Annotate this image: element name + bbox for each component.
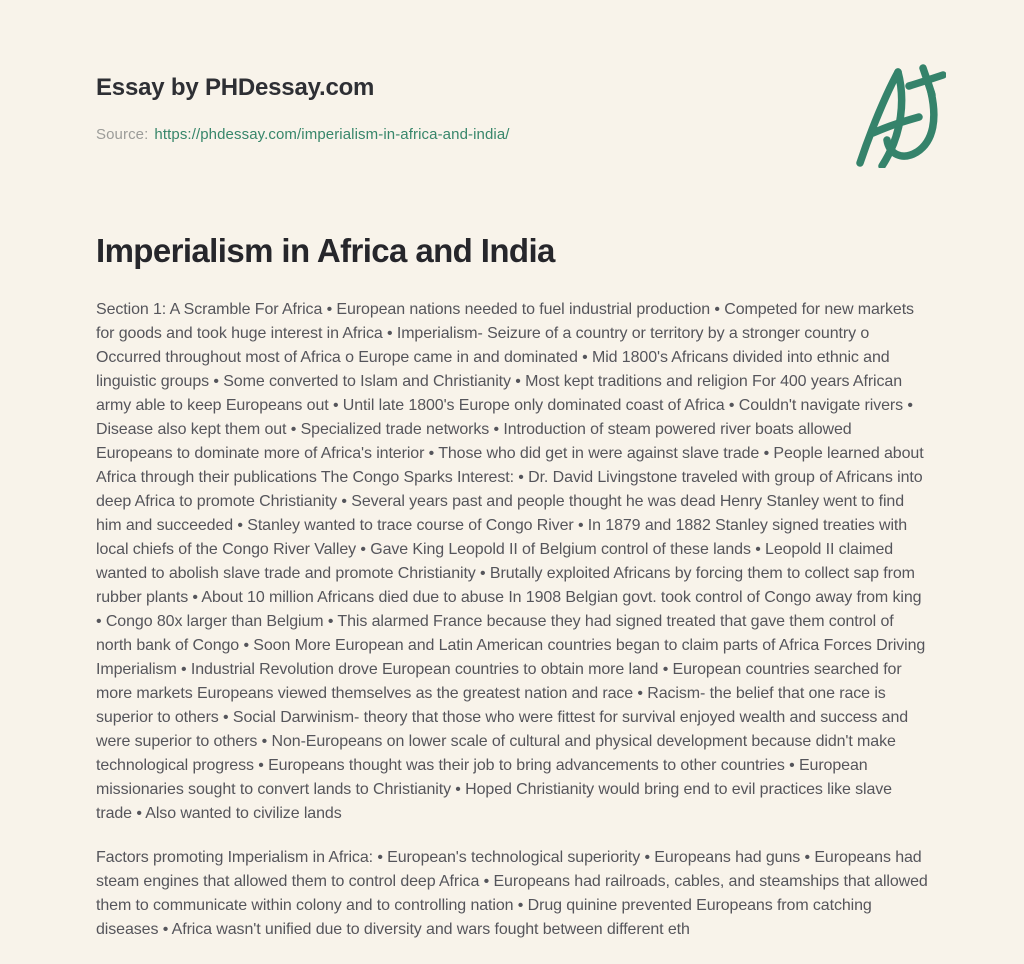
source-label: Source: bbox=[96, 126, 149, 143]
essay-paragraph-2: Factors promoting Imperialism in Africa: • European's technological superiority • Europeans had guns • Europeans had steam engines that allowed them to control deep Africa • Europeans had railroads, cables, and steamships that allowed them to communicate within colony and to controlling nation • Drug quinine prevented Europeans from catching diseases • Africa wasn't unified due to diversity and wars fought between different eth bbox=[96, 849, 928, 938]
source-row bbox=[96, 126, 510, 143]
source-link[interactable]: https://phdessay.com/imperialism-in-africa-and-india/ bbox=[154, 126, 510, 143]
aplus-logo-icon bbox=[846, 62, 946, 168]
essay-title: Imperialism in Africa and India bbox=[96, 232, 555, 269]
header-text-block bbox=[96, 72, 510, 143]
essay-body bbox=[96, 298, 928, 942]
page-header bbox=[96, 0, 928, 168]
essay-paragraph-1: Section 1: A Scramble For Africa • European nations needed to fuel industrial production • Competed for new markets for goods and took huge interest in Africa • Imperialism- Seizure of a country or territory by a stronger country o Occurred throughout most of Africa o Europe came in and dominated • Mid 1800's Africans divided into ethnic and linguistic groups • Some converted to Islam and Christianity • Most kept traditions and religion For 400 years African army able to keep Europeans out • Until late 1800's Europe only dominated coast of Africa • Couldn't navigate rivers • Disease also kept them out • Specialized trade networks • Introduction of steam powered river boats allowed Europeans to dominate more of Africa's interior • Those who did get in were against slave trade • People learned about Africa through their publications The Congo Sparks Interest: • Dr. David Livingstone traveled with group of Africans into deep Africa to promote Christianity • Several years past and people thought he was dead Henry Stanley went to find him and succeeded • Stanley wanted to trace course of Congo River • In 1879 and 1882 Stanley signed treaties with local chiefs of the Congo River Valley • Gave King Leopold II of Belgium control of these lands • Leopold II claimed wanted to abolish slave trade and promote Christianity • Brutally exploited Africans by forcing them to collect sap from rubber plants • About 10 million Africans died due to abuse In 1908 Belgian govt. took control of Congo away from king • Congo 80x larger than Belgium • This alarmed France because they had signed treated that gave them control of north bank of Congo • Soon More European and Latin American countries began to claim parts of Africa Forces Driving Imperialism • Industrial Revolution drove European countries to obtain more land • European countries searched for more markets Europeans viewed themselves as the greatest nation and race • Racism- the belief that one race is superior to others • Social Darwinism- theory that those who were fittest for survival enjoyed wealth and success and were superior to others • Non-Europeans on lower scale of cultural and physical development because didn't make technological progress • Europeans thought was their job to bring advancements to other countries • European missionaries sought to convert lands to Christianity • Hoped Christianity would bring end to evil practices like slave trade • Also wanted to civilize lands bbox=[96, 301, 926, 822]
site-title: Essay by PHDessay.com bbox=[96, 74, 375, 101]
